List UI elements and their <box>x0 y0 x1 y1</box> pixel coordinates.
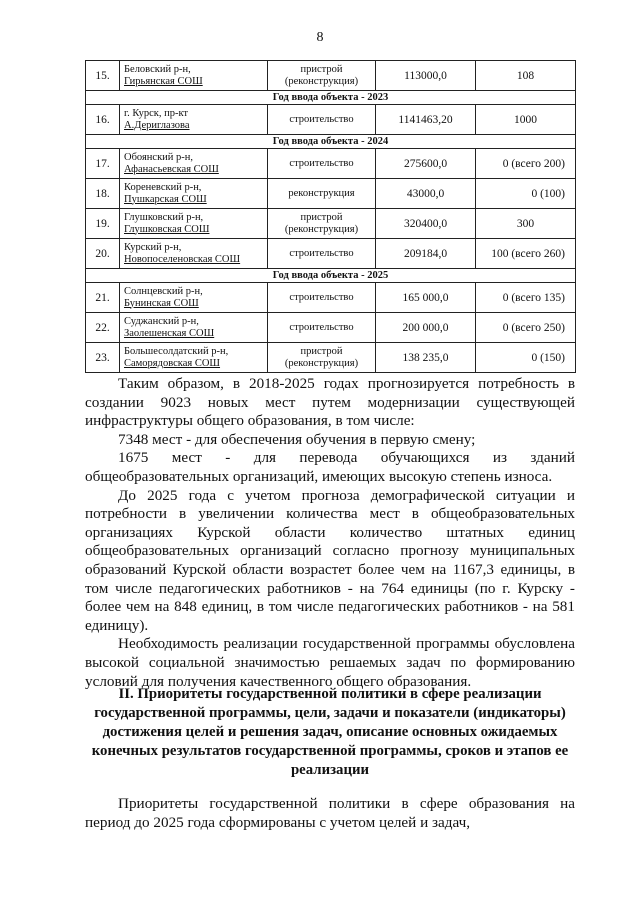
work-type: строительство <box>268 149 376 179</box>
row-number: 20. <box>86 239 120 269</box>
row-number: 22. <box>86 313 120 343</box>
row-number: 18. <box>86 179 120 209</box>
places-value: 0 (100) <box>476 179 576 209</box>
work-type: пристрой (реконструкция) <box>268 209 376 239</box>
year-label: Год ввода объекта - 2025 <box>86 269 576 283</box>
school-name: Афанасьевская СОШ <box>124 163 219 175</box>
year-header-row <box>86 135 576 149</box>
location-cell <box>120 179 268 209</box>
places-value: 0 (всего 200) <box>476 149 576 179</box>
school-name: Саморядовская СОШ <box>124 357 221 369</box>
location-cell <box>120 61 268 91</box>
location-cell <box>120 239 268 269</box>
location-cell <box>120 283 268 313</box>
row-number: 17. <box>86 149 120 179</box>
school-name: А.Дериглазова <box>124 119 190 131</box>
district-name: Суджанский р-н, <box>124 315 199 327</box>
row-number: 21. <box>86 283 120 313</box>
district-name: Глушковский р-н, <box>124 211 204 223</box>
location-cell <box>120 149 268 179</box>
cost-value: 275600,0 <box>376 149 476 179</box>
district-name: Большесолдатский р-н, <box>124 345 229 357</box>
work-type: пристрой (реконструкция) <box>268 343 376 373</box>
work-type: реконструкция <box>268 179 376 209</box>
places-value: 108 <box>476 61 576 91</box>
row-number: 15. <box>86 61 120 91</box>
table-row <box>86 179 576 209</box>
location-cell <box>120 105 268 135</box>
row-number: 19. <box>86 209 120 239</box>
row-number: 23. <box>86 343 120 373</box>
school-name: Заолешенская СОШ <box>124 327 215 339</box>
work-type: строительство <box>268 283 376 313</box>
table-row <box>86 105 576 135</box>
cost-value: 1141463,20 <box>376 105 476 135</box>
places-value: 0 (150) <box>476 343 576 373</box>
district-name: Курский р-н, <box>124 241 182 253</box>
cost-value: 165 000,0 <box>376 283 476 313</box>
cost-value: 138 235,0 <box>376 343 476 373</box>
work-type: строительство <box>268 105 376 135</box>
cost-value: 113000,0 <box>376 61 476 91</box>
location-cell <box>120 209 268 239</box>
location-cell <box>120 343 268 373</box>
places-value: 300 <box>476 209 576 239</box>
district-name: Беловский р-н, <box>124 63 191 75</box>
paragraph: Приоритеты государственной политики в сфере образования на период до 2025 года сформированы с учетом целей и задач, <box>85 795 575 831</box>
table-row <box>86 239 576 269</box>
places-value: 0 (всего 250) <box>476 313 576 343</box>
year-label: Год ввода объекта - 2023 <box>86 91 576 105</box>
school-name: Глушковская СОШ <box>124 223 210 235</box>
body-text <box>85 375 575 691</box>
places-value: 1000 <box>476 105 576 135</box>
school-name: Гирьянская СОШ <box>124 75 203 87</box>
work-type: строительство <box>268 313 376 343</box>
table-row <box>86 149 576 179</box>
paragraph: Таким образом, в 2018-2025 годах прогнозируется потребность в создании 9023 новых мест путем модернизации существующей инфраструктуры общего образования, в том числе: <box>85 375 575 430</box>
facilities-table <box>85 60 576 373</box>
district-name: Кореневский р-н, <box>124 181 202 193</box>
table-row <box>86 313 576 343</box>
section-heading: II. Приоритеты государственной политики в сфере реализации государственной программы, цели, задачи и показатели (индикаторы) достижения целей и решения задач, описание основных ожидаемых конечных результатов государственной программы, сроков и этапов ее реализации <box>91 686 569 778</box>
year-header-row <box>86 91 576 105</box>
district-name: Обоянский р-н, <box>124 151 194 163</box>
table-row <box>86 343 576 373</box>
cost-value: 320400,0 <box>376 209 476 239</box>
year-header-row <box>86 269 576 283</box>
places-value: 0 (всего 135) <box>476 283 576 313</box>
cost-value: 43000,0 <box>376 179 476 209</box>
table-row <box>86 209 576 239</box>
paragraph: До 2025 года с учетом прогноза демографической ситуации и потребности в увеличении количества мест в общеобразовательных организациях Курской области количество штатных единиц общеобразовательных организаций согласно прогнозу муниципальных образований Курской области возрастет более чем на 1167,3 единицы, в том числе педагогических работников - на 764 единицы (по г. Курску - более чем на 848 единиц, в том числе педагогических работников - на 581 единицу). <box>85 486 575 634</box>
school-name: Бунинская СОШ <box>124 297 199 309</box>
school-name: Пушкарская СОШ <box>124 193 207 205</box>
closing-text <box>85 795 575 832</box>
cost-value: 200 000,0 <box>376 313 476 343</box>
cost-value: 209184,0 <box>376 239 476 269</box>
district-name: Солнцевский р-н, <box>124 285 203 297</box>
school-name: Новопоселеновская СОШ <box>124 253 241 265</box>
paragraph: Необходимость реализации государственной программы обусловлена высокой социальной значимостью решаемых задач по формированию условий для получения качественного общего образования. <box>85 635 575 690</box>
work-type: пристрой (реконструкция) <box>268 61 376 91</box>
location-cell <box>120 313 268 343</box>
paragraph: 1675 мест - для перевода обучающихся из зданий общеобразовательных организаций, имеющих высокую степень износа. <box>85 449 575 485</box>
row-number: 16. <box>86 105 120 135</box>
places-value: 100 (всего 260) <box>476 239 576 269</box>
table-row <box>86 283 576 313</box>
district-name: г. Курск, пр-кт <box>124 107 189 119</box>
table-row <box>86 61 576 91</box>
year-label: Год ввода объекта - 2024 <box>86 135 576 149</box>
page-number: 8 <box>316 30 324 45</box>
paragraph: 7348 мест - для обеспечения обучения в первую смену; <box>118 430 476 448</box>
work-type: строительство <box>268 239 376 269</box>
